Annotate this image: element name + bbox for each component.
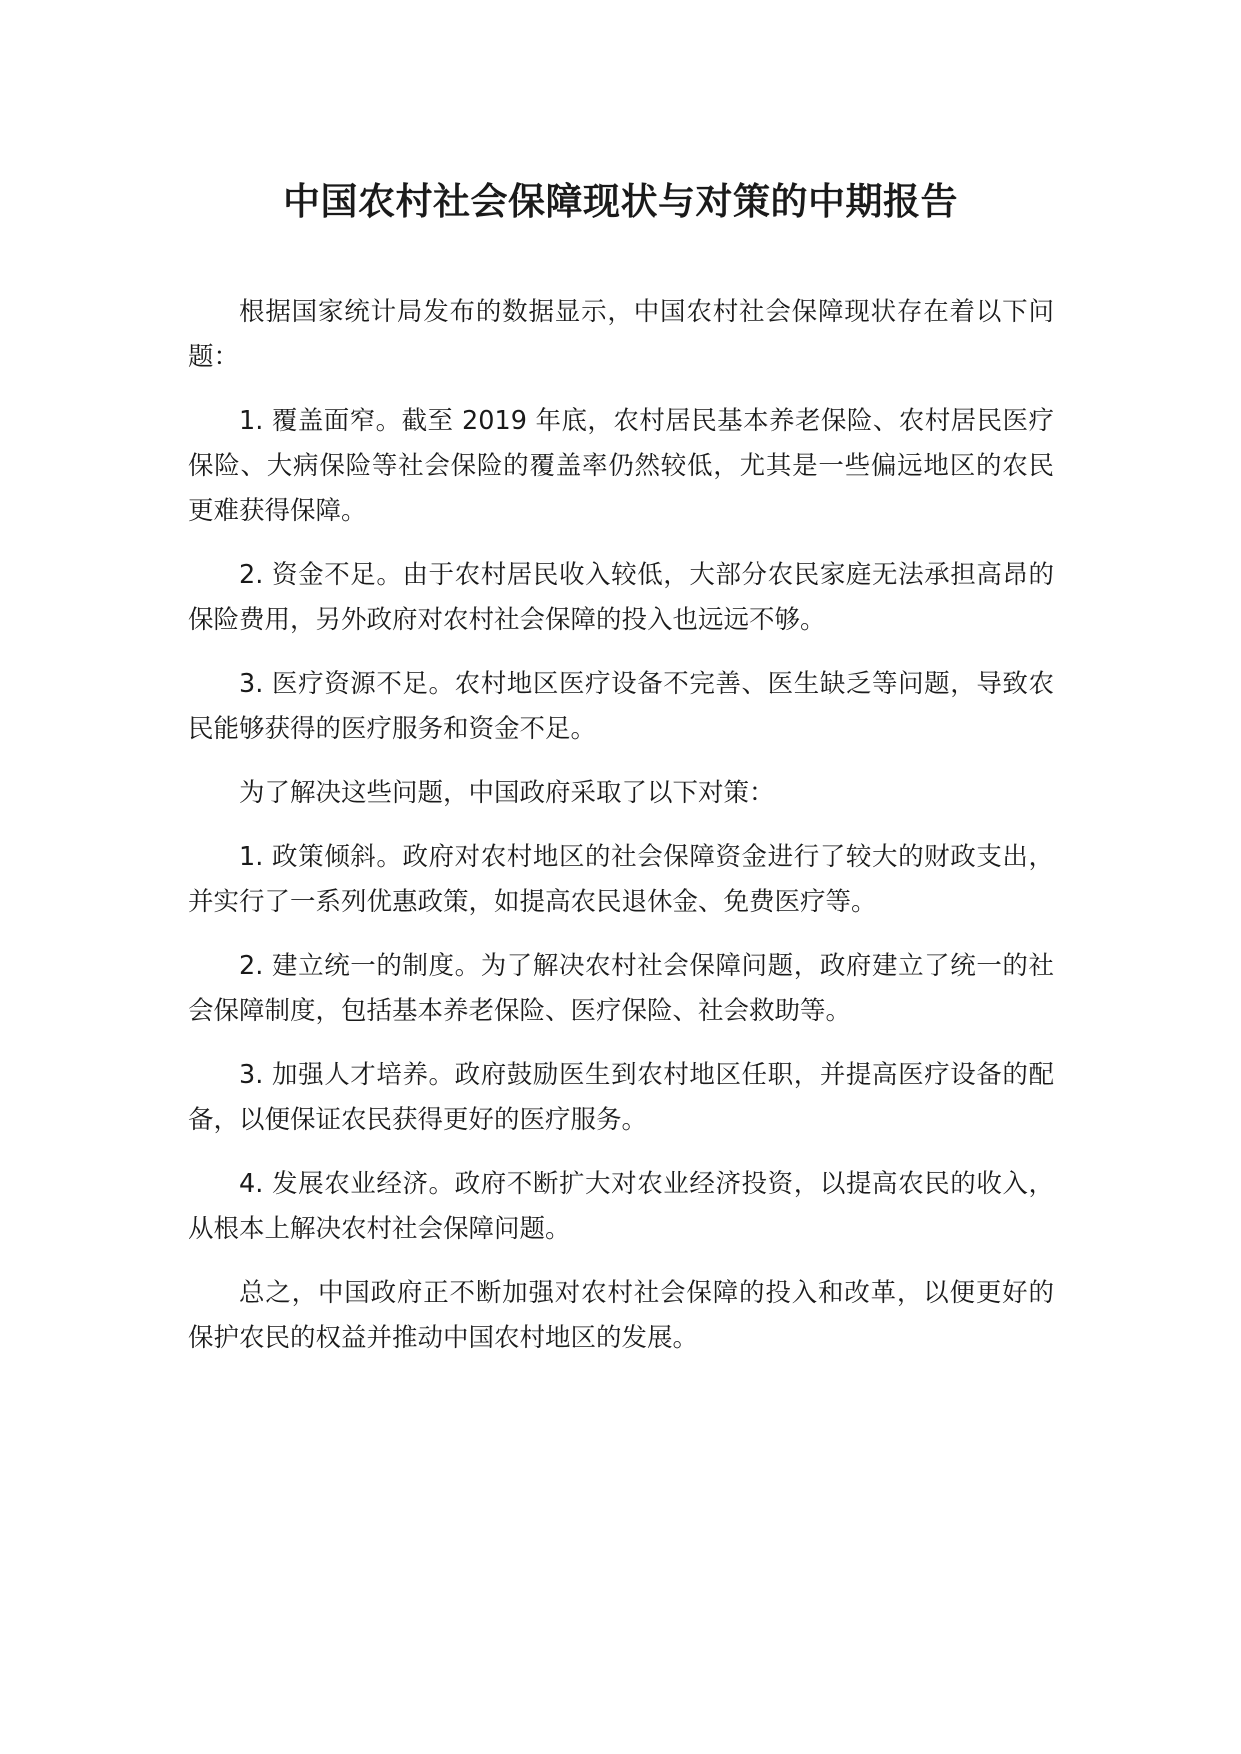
problem-item-2: 2. 资金不足。由于农村居民收入较低，大部分农民家庭无法承担高昂的保险费用，另外政府对农村社会保障的投入也远远不够。 [188,560,1054,635]
measure-item-4: 4. 发展农业经济。政府不断扩大对农业经济投资，以提高农民的收入，从根本上解决农村社会保障问题。 [188,1169,1054,1244]
measure-item-3: 3. 加强人才培养。政府鼓励医生到农村地区任职，并提高医疗设备的配备，以便保证农民获得更好的医疗服务。 [188,1060,1054,1135]
measure-item-2: 2. 建立统一的制度。为了解决农村社会保障问题，政府建立了统一的社会保障制度，包括基本养老保险、医疗保险、社会救助等。 [188,951,1054,1026]
document-title: 中国农村社会保障现状与对策的中期报告 [283,180,958,223]
measure-item-1: 1. 政策倾斜。政府对农村地区的社会保障资金进行了较大的财政支出，并实行了一系列优惠政策，如提高农民退休金、免费医疗等。 [188,842,1054,917]
intro-paragraph: 根据国家统计局发布的数据显示，中国农村社会保障现状存在着以下问题： [188,297,1054,372]
problem-item-1: 1. 覆盖面窄。截至 2019 年底，农村居民基本养老保险、农村居民医疗保险、大病保险等社会保险的覆盖率仍然较低，尤其是一些偏远地区的农民更难获得保障。 [188,406,1054,526]
conclusion-paragraph: 总之，中国政府正不断加强对农村社会保障的投入和改革，以便更好的保护农民的权益并推动中国农村地区的发展。 [188,1278,1054,1353]
document-body [188,290,1054,1380]
measures-intro-paragraph: 为了解决这些问题，中国政府采取了以下对策： [239,778,775,808]
problem-item-3: 3. 医疗资源不足。农村地区医疗设备不完善、医生缺乏等问题，导致农民能够获得的医疗服务和资金不足。 [188,669,1054,744]
